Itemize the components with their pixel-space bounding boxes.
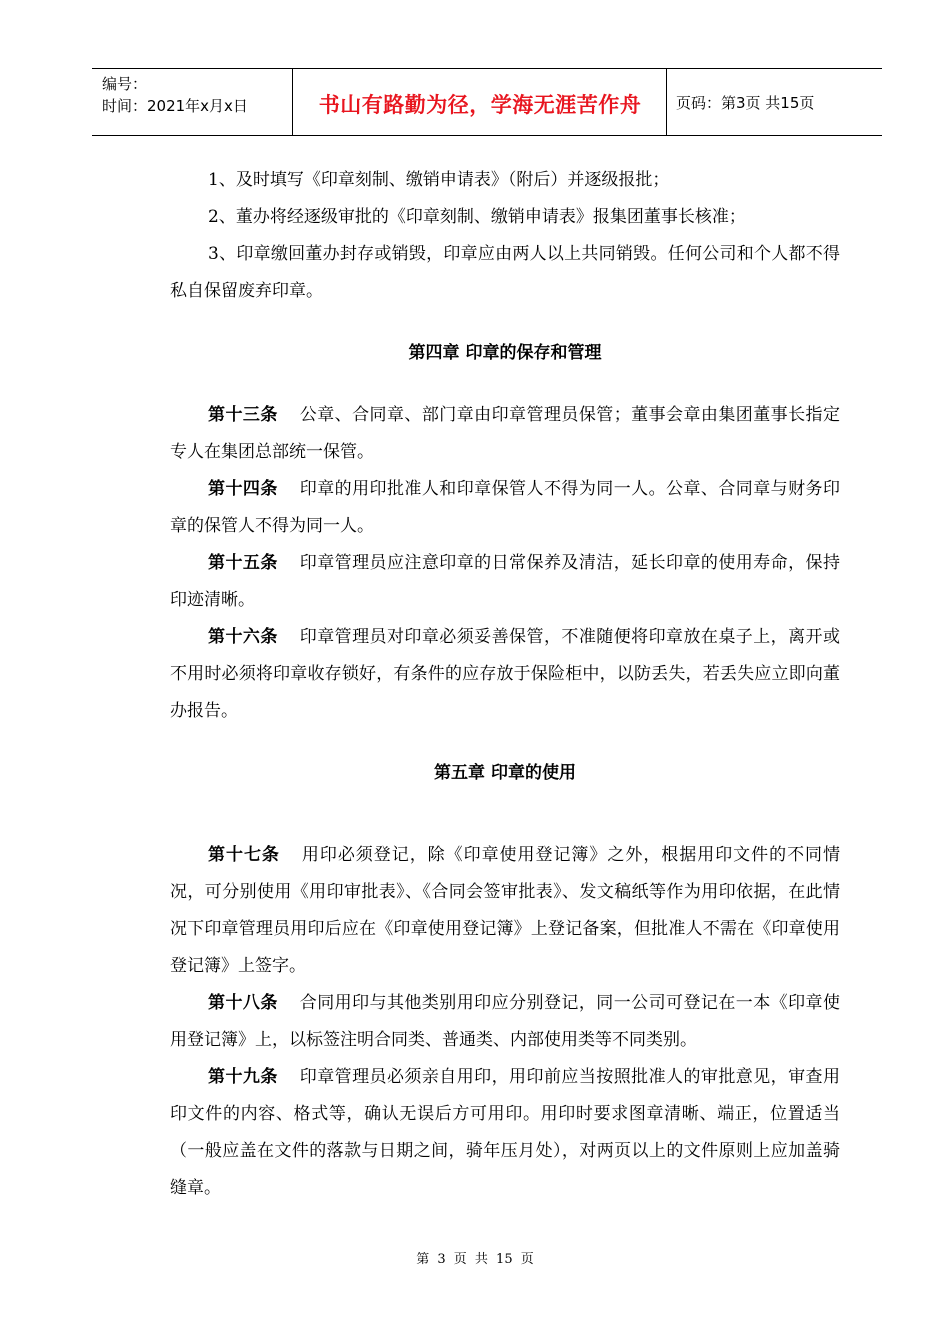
article-number: 第十三条 bbox=[208, 405, 278, 425]
article-13 bbox=[170, 397, 840, 471]
header-page-info: 页码：第3页 共15页 bbox=[676, 94, 815, 112]
chapter-4-title: 第四章 印章的保存和管理 bbox=[408, 343, 602, 363]
article-text: 印章管理员应注意印章的日常保养及清洁，延长印章的使用寿命，保持印迹清晰。 bbox=[170, 553, 840, 610]
article-16 bbox=[170, 619, 840, 730]
header-divider-left bbox=[292, 69, 293, 135]
article-number: 第十八条 bbox=[208, 993, 278, 1013]
page-footer: 第 3 页 共 15 页 bbox=[416, 1252, 534, 1267]
document-number-label: 编号： bbox=[102, 75, 148, 93]
list-item: 2、董办将经逐级审批的《印章刻制、缴销申请表》报集团董事长核准； bbox=[208, 207, 746, 227]
header-meta bbox=[102, 73, 248, 117]
document-body bbox=[170, 162, 840, 1207]
article-number: 第十四条 bbox=[208, 479, 278, 499]
article-19 bbox=[170, 1059, 840, 1207]
article-text: 印章管理员对印章必须妥善保管，不准随便将印章放在桌子上，离开或不用时必须将印章收存锁好，有条件的应存放于保险柜中，以防丢失，若丢失应立即向董办报告。 bbox=[170, 627, 840, 721]
document-time: 时间：2021年x月x日 bbox=[102, 97, 248, 115]
article-text: 印章管理员必须亲自用印，用印前应当按照批准人的审批意见，审查用印文件的内容、格式等，确认无误后方可用印。用印时要求图章清晰、端正，位置适当（一般应盖在文件的落款与日期之间，骑年压月处），对两页以上的文件原则上应加盖骑缝章。 bbox=[170, 1067, 840, 1198]
article-number: 第十六条 bbox=[208, 627, 278, 647]
article-number: 第十七条 bbox=[208, 845, 280, 865]
chapter-5-title: 第五章 印章的使用 bbox=[434, 763, 576, 783]
article-14 bbox=[170, 471, 840, 545]
list-item: 1、及时填写《印章刻制、缴销申请表》（附后）并逐级报批； bbox=[208, 170, 670, 190]
header-divider-right bbox=[666, 69, 667, 135]
article-18 bbox=[170, 985, 840, 1059]
header-motto: 书山有路勤为径，学海无涯苦作舟 bbox=[318, 93, 642, 117]
page-header bbox=[92, 68, 882, 136]
article-15 bbox=[170, 545, 840, 619]
article-number: 第十九条 bbox=[208, 1067, 278, 1087]
article-text: 合同用印与其他类别用印应分别登记，同一公司可登记在一本《印章使用登记簿》上，以标签注明合同类、普通类、内部使用类等不同类别。 bbox=[170, 993, 840, 1050]
article-text: 公章、合同章、部门章由印章管理员保管；董事会章由集团董事长指定专人在集团总部统一保管。 bbox=[170, 405, 840, 462]
list-item: 3、印章缴回董办封存或销毁，印章应由两人以上共同销毁。任何公司和个人都不得私自保留废弃印章。 bbox=[170, 244, 840, 301]
article-text: 用印必须登记，除《印章使用登记簿》之外，根据用印文件的不同情况，可分别使用《用印审批表》、《合同会签审批表》、发文稿纸等作为用印依据，在此情况下印章管理员用印后应在《印章使用登记簿》上登记备案，但批准人不需在《印章使用登记簿》上签字。 bbox=[170, 845, 841, 976]
article-17 bbox=[170, 837, 840, 985]
article-text: 印章的用印批准人和印章保管人不得为同一人。公章、合同章与财务印章的保管人不得为同一人。 bbox=[170, 479, 840, 536]
article-number: 第十五条 bbox=[208, 553, 278, 573]
